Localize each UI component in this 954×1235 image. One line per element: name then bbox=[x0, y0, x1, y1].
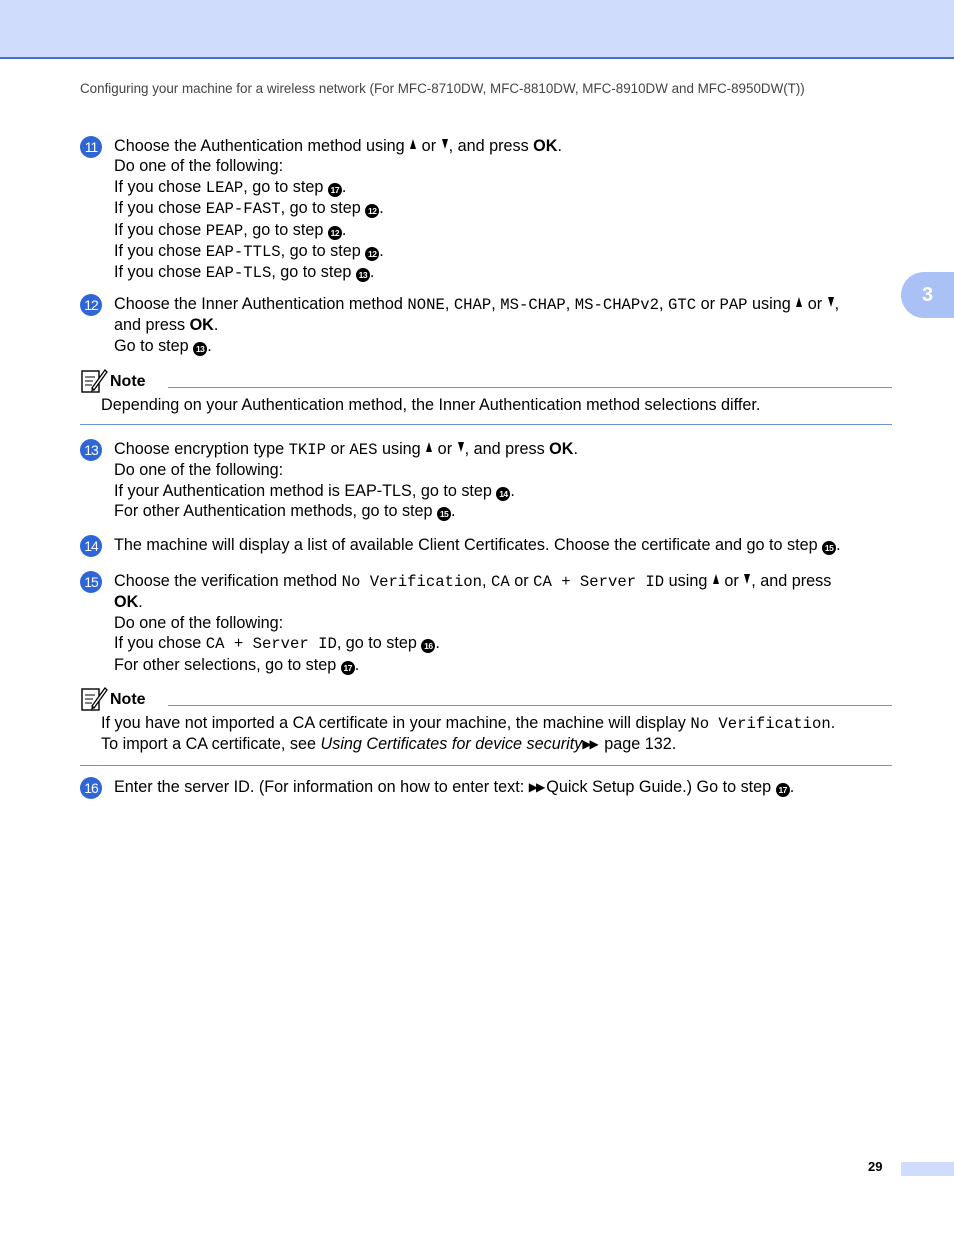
step-number-15: 15 bbox=[80, 571, 102, 593]
step-number-13: 13 bbox=[80, 439, 102, 461]
choice-line: If you chose EAP-FAST, go to step 12 . bbox=[114, 199, 384, 219]
footer-bar bbox=[901, 1162, 954, 1176]
choice-line: If your Authentication method is EAP-TLS, go to step 14 . bbox=[114, 481, 515, 500]
step-number-14: 14 bbox=[80, 535, 102, 557]
double-chevron-icon: ▶▶ bbox=[528, 780, 544, 794]
step-14 bbox=[80, 535, 895, 555]
note-top-rule bbox=[168, 705, 892, 706]
top-header-band bbox=[0, 0, 954, 59]
step-15-instruction: Choose the verification method No Verification, CA or CA + Server ID using or , and press bbox=[114, 572, 832, 591]
choice-line: If you chose EAP-TTLS, go to step 12 . bbox=[114, 242, 384, 262]
up-arrow-icon bbox=[713, 574, 719, 584]
step-ref-icon: 12 bbox=[328, 226, 342, 240]
step-number-16: 16 bbox=[80, 777, 102, 799]
note-pencil-icon bbox=[80, 367, 108, 395]
step-16 bbox=[80, 777, 895, 797]
step-ref-icon: 15 bbox=[822, 541, 836, 555]
page-number: 29 bbox=[868, 1159, 883, 1174]
step-16-instruction: Enter the server ID. (For information on how to enter text: ▶▶ Quick Setup Guide.) Go to step 17 . bbox=[114, 778, 795, 796]
step-ref-icon: 13 bbox=[356, 268, 370, 282]
note-box-1 bbox=[80, 367, 892, 425]
note-title: Note bbox=[110, 691, 146, 708]
step-14-instruction: The machine will display a list of available Client Certificates. Choose the certificate and go to step 15 . bbox=[114, 536, 841, 554]
running-header: Configuring your machine for a wireless network (For MFC-8710DW, MFC-8810DW, MFC-8910DW and MFC-8950DW(T)) bbox=[80, 81, 805, 96]
up-arrow-icon bbox=[796, 297, 802, 307]
step-ref-icon: 14 bbox=[496, 487, 510, 501]
note-text: Depending on your Authentication method, the Inner Authentication method selections differ. bbox=[101, 396, 761, 414]
step-ref-icon: 17 bbox=[341, 661, 355, 675]
step-15-line-2: OK. bbox=[114, 593, 143, 612]
step-ref-icon: 12 bbox=[365, 204, 379, 218]
choice-line: If you chose EAP-TLS, go to step 13 . bbox=[114, 263, 375, 283]
down-arrow-icon bbox=[458, 442, 464, 452]
step-12-line-2: and press OK. bbox=[114, 316, 219, 335]
step-ref-icon: 17 bbox=[776, 783, 790, 797]
note-pencil-icon bbox=[80, 685, 108, 713]
step-12-line-3: Go to step 13 . bbox=[114, 336, 212, 355]
choice-line: If you chose PEAP, go to step 12 . bbox=[114, 220, 347, 240]
step-12 bbox=[80, 294, 895, 356]
choice-line: For other selections, go to step 17 . bbox=[114, 655, 360, 674]
step-number-11: 11 bbox=[80, 136, 102, 158]
step-15-subtitle: Do one of the following: bbox=[114, 613, 284, 632]
down-arrow-icon bbox=[442, 139, 448, 149]
choice-line: If you chose LEAP, go to step 17 . bbox=[114, 177, 347, 197]
note-top-rule bbox=[168, 387, 892, 388]
step-12-instruction: Choose the Inner Authentication method NONE, CHAP, MS-CHAP, MS-CHAPv2, GTC or PAP using or , bbox=[114, 295, 840, 314]
note-title: Note bbox=[110, 373, 146, 390]
step-number-12: 12 bbox=[80, 294, 102, 316]
step-13 bbox=[80, 439, 895, 522]
step-ref-icon: 12 bbox=[365, 247, 379, 261]
choice-line: For other Authentication methods, go to step 15 . bbox=[114, 502, 456, 521]
note-box-2 bbox=[80, 685, 892, 766]
step-ref-icon: 15 bbox=[437, 507, 451, 521]
step-ref-icon: 17 bbox=[328, 183, 342, 197]
up-arrow-icon bbox=[410, 139, 416, 149]
step-ref-icon: 13 bbox=[193, 342, 207, 356]
step-13-subtitle: Do one of the following: bbox=[114, 461, 284, 480]
note-bottom-rule bbox=[80, 424, 892, 425]
down-arrow-icon bbox=[744, 574, 750, 584]
step-13-instruction: Choose encryption type TKIP or AES using or , and press OK. bbox=[114, 440, 578, 459]
step-ref-icon: 16 bbox=[421, 639, 435, 653]
down-arrow-icon bbox=[828, 297, 834, 307]
chapter-tab: 3 bbox=[901, 272, 954, 318]
step-15 bbox=[80, 571, 895, 675]
step-11-instruction: Choose the Authentication method using or , and press OK. bbox=[114, 137, 562, 155]
step-11-subtitle: Do one of the following: bbox=[114, 157, 284, 176]
double-chevron-icon: ▶▶ bbox=[582, 737, 597, 752]
note-bottom-rule bbox=[80, 765, 892, 766]
choice-line: If you chose CA + Server ID, go to step 16 . bbox=[114, 634, 440, 654]
up-arrow-icon bbox=[426, 442, 432, 452]
note-text: If you have not imported a CA certificate in your machine, the machine will display No Verification. To import a CA certificate, see Using Certificates for device security▶▶ page 132. bbox=[101, 714, 836, 754]
step-11 bbox=[80, 136, 895, 284]
